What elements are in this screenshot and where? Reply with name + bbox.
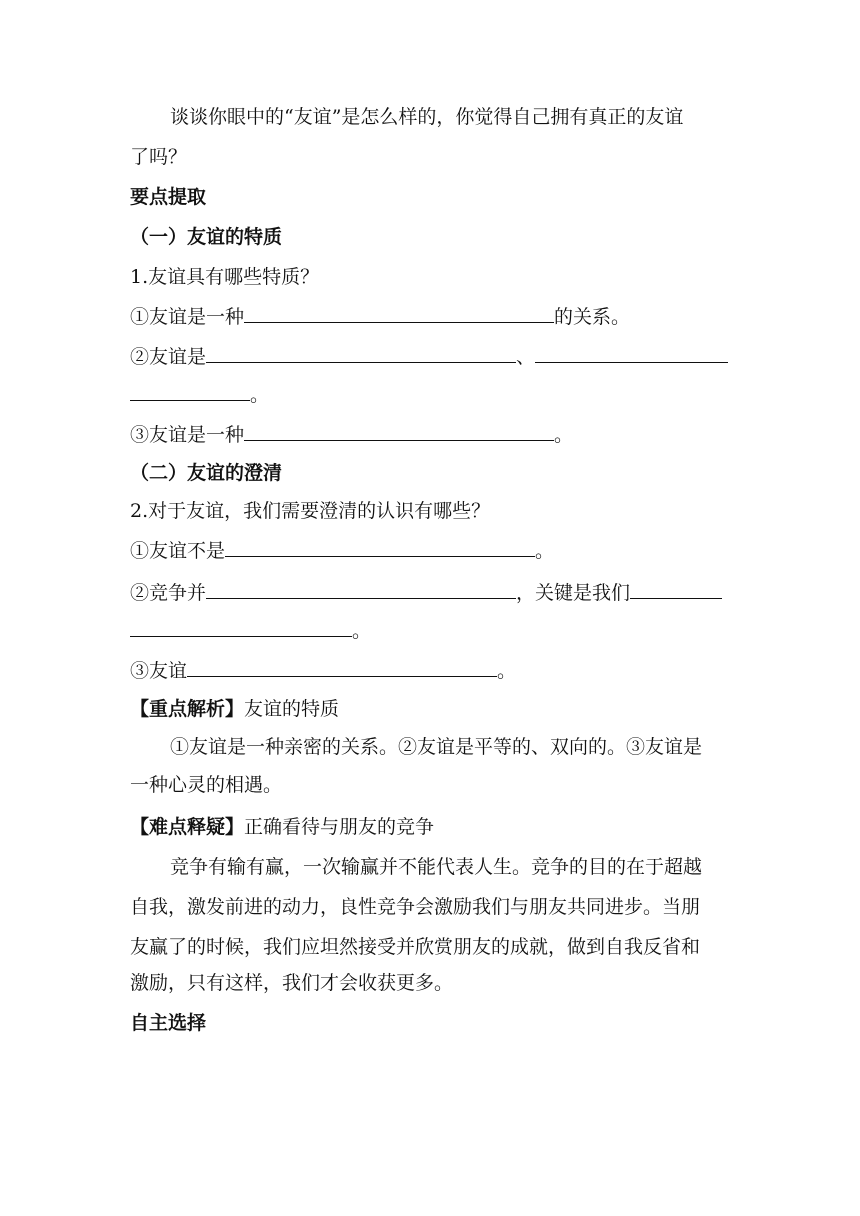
q2-item-a bbox=[130, 536, 554, 562]
fill-blank[interactable] bbox=[130, 380, 250, 401]
analysis-topic: 友谊的特质 bbox=[244, 698, 340, 720]
intro-line-1: 谈谈你眼中的“友谊”是怎么样的，你觉得自己拥有真正的友谊 bbox=[170, 106, 684, 128]
fill-blank[interactable] bbox=[187, 656, 497, 677]
q1-item-b-cont bbox=[130, 380, 269, 406]
q1-a-prefix: ①友谊是一种 bbox=[130, 306, 245, 328]
q2-b-end: 。 bbox=[352, 620, 372, 642]
fill-blank[interactable] bbox=[130, 616, 352, 637]
difficulty-label: 【难点释疑】 bbox=[130, 816, 245, 838]
q1-c-prefix: ③友谊是一种 bbox=[130, 424, 245, 446]
q1-a-suffix: 的关系。 bbox=[554, 306, 631, 328]
q2-b-mid: ，关键是我们 bbox=[516, 582, 631, 604]
q1-b-prefix: ②友谊是 bbox=[130, 346, 207, 368]
difficulty-line-4: 激励，只有这样，我们才会收获更多。 bbox=[130, 972, 454, 994]
difficulty-topic: 正确看待与朋友的竞争 bbox=[244, 816, 435, 838]
q2-b-prefix: ②竞争并 bbox=[130, 582, 207, 604]
fill-blank[interactable] bbox=[206, 578, 516, 599]
difficulty-line-2: 自我，激发前进的动力，良性竞争会激励我们与朋友共同进步。当朋 bbox=[130, 896, 701, 918]
key-points-title: 要点提取 bbox=[130, 186, 207, 208]
q2-item-c bbox=[130, 656, 516, 682]
q1-item-a bbox=[130, 302, 630, 328]
analysis-line-2: 一种心灵的相遇。 bbox=[130, 774, 283, 796]
q2-item-b-cont bbox=[130, 616, 371, 642]
question-1: 1.友谊具有哪些特质？ bbox=[130, 266, 320, 288]
q2-a-suffix: 。 bbox=[535, 540, 555, 562]
question-2: 2.对于友谊，我们需要澄清的认识有哪些？ bbox=[130, 500, 491, 522]
q1-b-mid: 、 bbox=[516, 346, 536, 368]
fill-blank[interactable] bbox=[630, 578, 722, 599]
difficulty-heading bbox=[130, 814, 434, 840]
q1-item-b bbox=[130, 342, 728, 368]
q1-b-end: 。 bbox=[250, 384, 270, 406]
fill-blank[interactable] bbox=[244, 420, 554, 441]
fill-blank[interactable] bbox=[244, 302, 554, 323]
difficulty-line-3: 友赢了的时候，我们应坦然接受并欣赏朋友的成就，做到自我反省和 bbox=[130, 936, 701, 958]
analysis-line-1: ①友谊是一种亲密的关系。②友谊是平等的、双向的。③友谊是 bbox=[170, 736, 703, 758]
q2-a-prefix: ①友谊不是 bbox=[130, 540, 226, 562]
fill-blank[interactable] bbox=[206, 342, 516, 363]
self-select-title: 自主选择 bbox=[130, 1012, 207, 1034]
analysis-label: 【重点解析】 bbox=[130, 698, 245, 720]
q1-item-c bbox=[130, 420, 573, 446]
part1-title: （一）友谊的特质 bbox=[130, 226, 283, 248]
intro-line-2: 了吗？ bbox=[130, 146, 188, 168]
part2-title: （二）友谊的澄清 bbox=[130, 462, 283, 484]
q2-c-suffix: 。 bbox=[497, 660, 517, 682]
q2-item-b bbox=[130, 578, 722, 604]
q1-c-suffix: 。 bbox=[554, 424, 574, 446]
q2-c-prefix: ③友谊 bbox=[130, 660, 188, 682]
fill-blank[interactable] bbox=[225, 536, 535, 557]
fill-blank[interactable] bbox=[535, 342, 728, 363]
difficulty-line-1: 竞争有输有赢，一次输赢并不能代表人生。竞争的目的在于超越 bbox=[170, 856, 703, 878]
analysis-heading bbox=[130, 696, 339, 722]
